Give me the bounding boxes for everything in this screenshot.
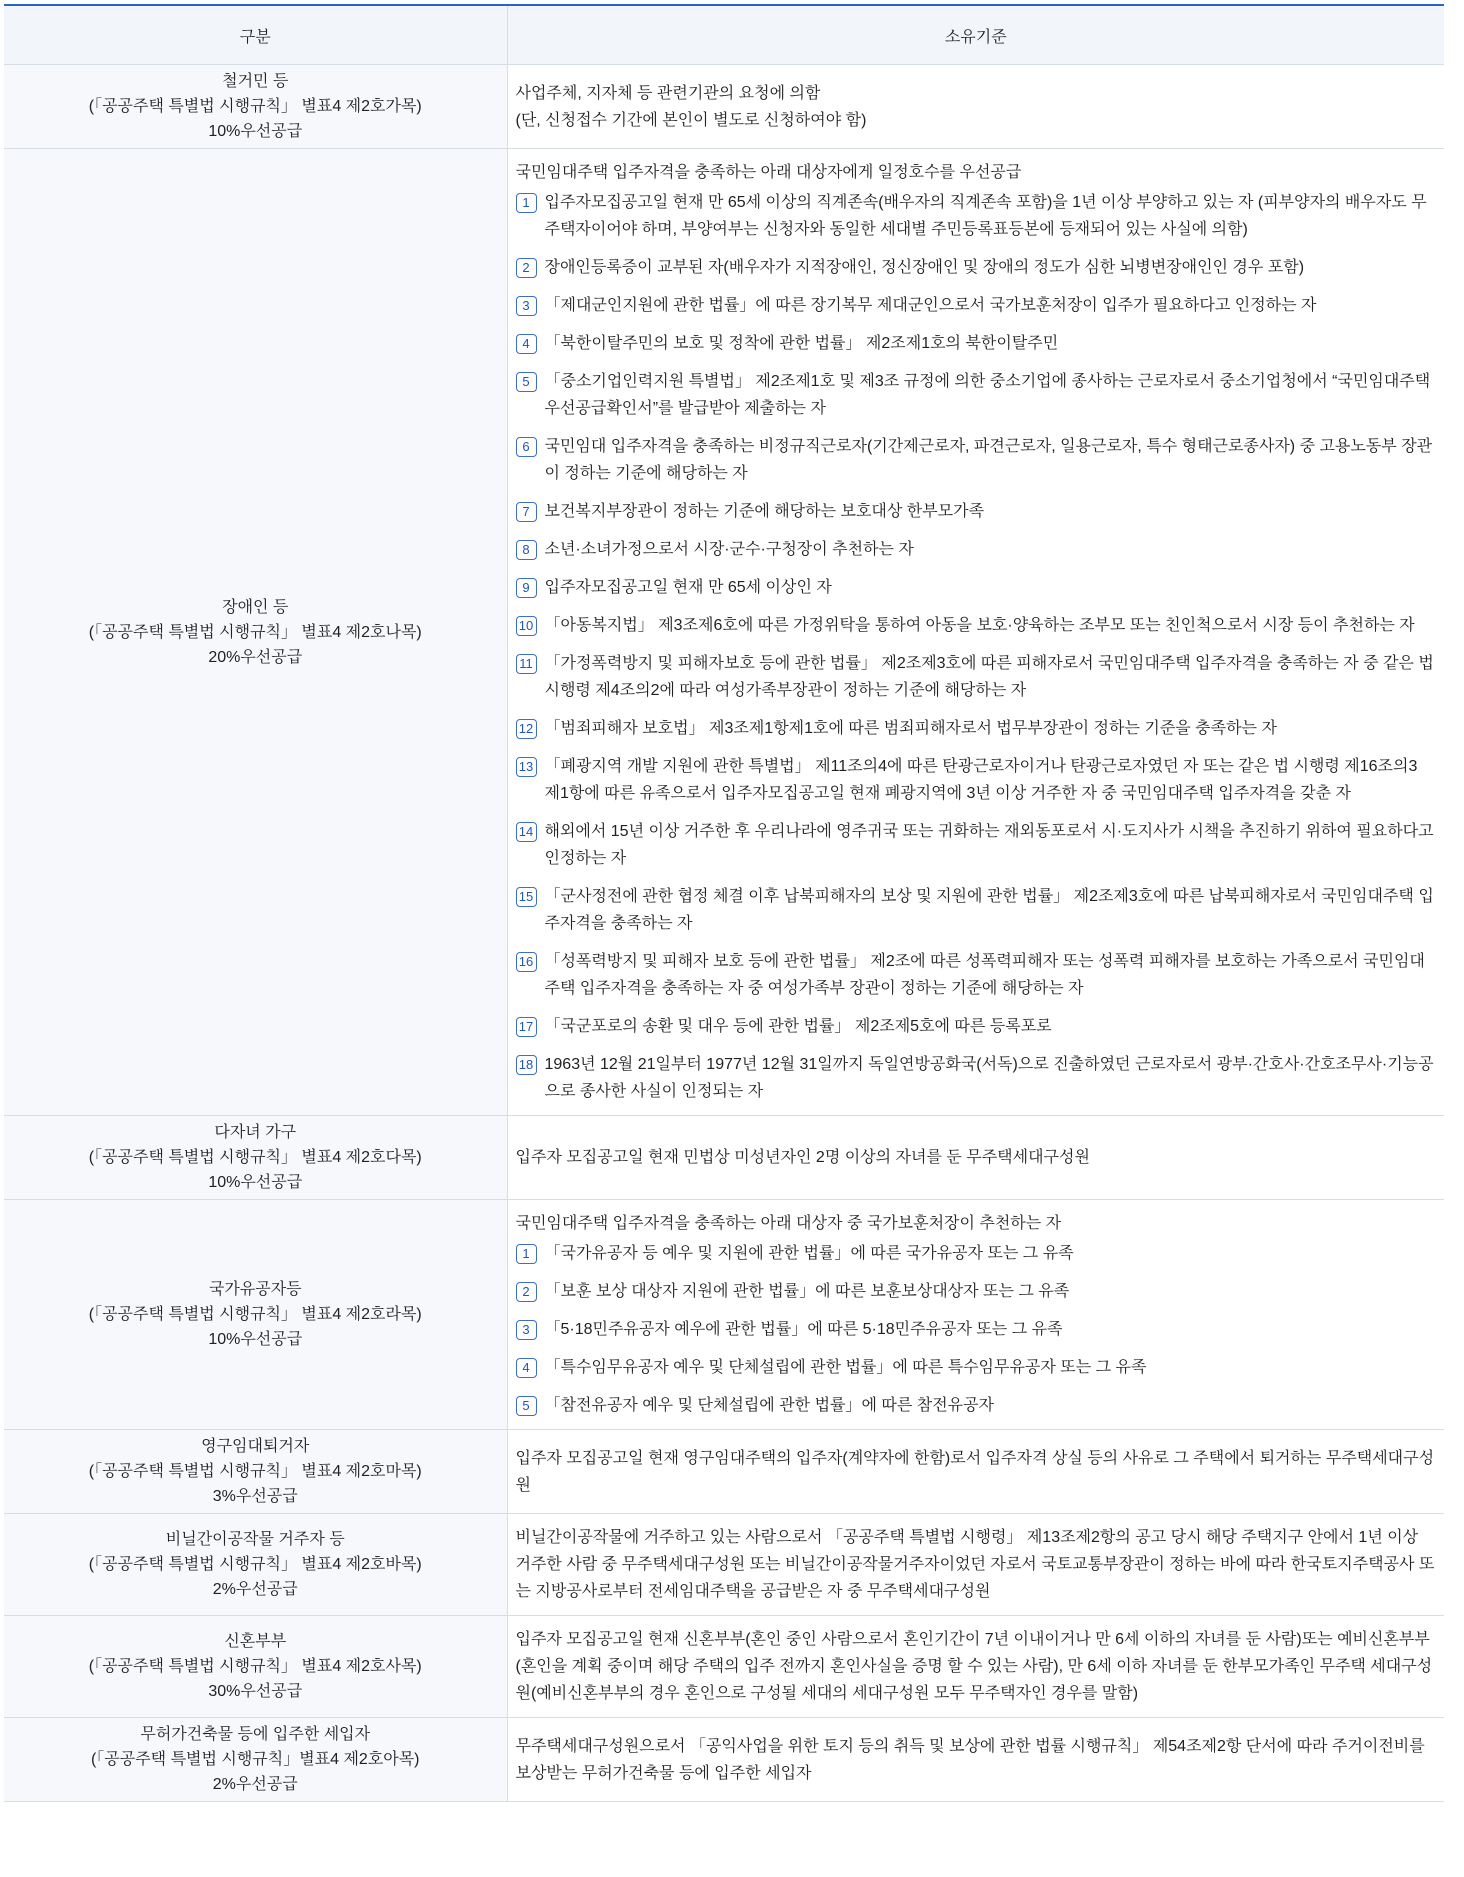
list-item <box>516 1316 1437 1343</box>
category-cell <box>4 1616 507 1718</box>
list-item <box>516 574 1437 601</box>
category-legal-basis: (「공공주택 특별법 시행규칙」별표4 제2호아목) <box>90 1751 420 1768</box>
category-supply-ratio: 10%우선공급 <box>208 1331 303 1348</box>
item-text: 1963년 12월 21일부터 1977년 12월 31일까지 독일연방공화국(서독)으로 진출하였던 근로자로서 광부·간호사·간호조무사·기능공으로 종사한 사실이 인정되는 자 <box>544 1056 1434 1100</box>
category-cell <box>4 1430 507 1514</box>
criteria-text: 입주자 모집공고일 현재 영구임대주택의 입주자(계약자에 한함)로서 입주자격 상실 등의 사유로 그 주택에서 퇴거하는 무주택세대구성원 <box>515 1449 1435 1494</box>
item-number-badge: 5 <box>516 372 537 392</box>
item-text: 「국가유공자 등 예우 및 지원에 관한 법률」에 따른 국가유공자 또는 그 유족 <box>544 1245 1074 1262</box>
item-number-badge: 12 <box>516 719 537 739</box>
item-text: 「참전유공자 예우 및 단체설립에 관한 법률」에 따른 참전유공자 <box>544 1397 995 1414</box>
table-row <box>4 1200 1444 1430</box>
category-title: 국가유공자등 <box>208 1281 302 1298</box>
criteria-cell <box>507 1514 1444 1616</box>
category-cell <box>4 1718 507 1802</box>
item-number-badge: 13 <box>516 757 537 777</box>
item-number-badge: 16 <box>516 952 537 972</box>
category-title: 신혼부부 <box>224 1633 287 1650</box>
item-number-badge: 1 <box>516 193 537 213</box>
table-row <box>4 65 1444 149</box>
item-text: 「성폭력방지 및 피해자 보호 등에 관한 법률」 제2조에 따른 성폭력피해자 또는 성폭력 피해자를 보호하는 가족으로서 국민임대주택 입주자격을 충족하는 자 중 여성가족부 장관이 정하는 기준에 해당하는 자 <box>544 953 1425 997</box>
header-category: 구분 <box>4 5 507 65</box>
item-number-badge: 4 <box>516 1358 537 1378</box>
list-item <box>516 368 1437 422</box>
list-item <box>516 292 1437 319</box>
item-number-badge: 3 <box>516 1320 537 1340</box>
criteria-text: 입주자 모집공고일 현재 신혼부부(혼인 중인 사람으로서 혼인기간이 7년 이내이거나 만 6세 이하의 자녀를 둔 사람)또는 예비신혼부부(혼인을 계획 중이며 해당 주택의 입주 전까지 혼인사실을 증명 할 수 있는 사람), 만 6세 이하 자녀를 둔 한부모가족인 무주택 세대구성원(예비신혼부부의 경우 혼인으로 구성될 세대의 세대구성원 모두 무주택자인 경우를 말함) <box>515 1631 1433 1702</box>
criteria-text: 입주자 모집공고일 현재 민법상 미성년자인 2명 이상의 자녀를 둔 무주택세대구성원 <box>515 1149 1090 1166</box>
list-item <box>516 254 1437 281</box>
item-number-badge: 5 <box>516 1396 537 1416</box>
category-supply-ratio: 30%우선공급 <box>208 1683 303 1700</box>
category-cell <box>4 1200 507 1430</box>
criteria-text: 국민임대주택 입주자격을 충족하는 아래 대상자에게 일정호수를 우선공급 <box>515 164 1022 181</box>
header-criteria: 소유기준 <box>507 5 1444 65</box>
category-legal-basis: (「공공주택 특별법 시행규칙」 별표4 제2호라목) <box>88 1306 422 1323</box>
item-number-badge: 6 <box>516 437 537 457</box>
category-title: 철거민 등 <box>222 73 289 90</box>
item-text: 「폐광지역 개발 지원에 관한 특별법」 제11조의4에 따른 탄광근로자이거나 탄광근로자였던 자 또는 같은 법 시행령 제16조의3 제1항에 따른 유족으로서 입주자모집공고일 현재 폐광지역에 3년 이상 거주한 자 중 국민임대주택 입주자격을 갖춘 자 <box>544 758 1418 802</box>
list-item <box>516 1013 1437 1040</box>
item-number-badge: 17 <box>516 1017 537 1037</box>
list-item <box>516 948 1437 1002</box>
item-text: 「중소기업인력지원 특별법」 제2조제1호 및 제3조 규정에 의한 중소기업에 종사하는 근로자로서 중소기업청에서 “국민임대주택 우선공급확인서”를 발급받아 제출하는 자 <box>544 373 1431 417</box>
item-number-badge: 8 <box>516 540 537 560</box>
item-text: 「범죄피해자 보호법」 제3조제1항제1호에 따른 범죄피해자로서 법무부장관이 정하는 기준을 충족하는 자 <box>544 720 1277 737</box>
item-text: 「아동복지법」 제3조제6호에 따른 가정위탁을 통하여 아동을 보호·양육하는 조부모 또는 친인척으로서 시장 등이 추천하는 자 <box>544 617 1415 634</box>
item-text: 「특수임무유공자 예우 및 단체설립에 관한 법률」에 따른 특수임무유공자 또는 그 유족 <box>544 1359 1147 1376</box>
category-legal-basis: (「공공주택 특별법 시행규칙」 별표4 제2호가목) <box>88 98 422 115</box>
category-supply-ratio: 10%우선공급 <box>208 123 303 140</box>
category-legal-basis: (「공공주택 특별법 시행규칙」 별표4 제2호사목) <box>88 1658 422 1675</box>
item-number-badge: 9 <box>516 578 537 598</box>
list-item <box>516 1240 1437 1267</box>
category-legal-basis: (「공공주택 특별법 시행규칙」 별표4 제2호나목) <box>88 623 422 641</box>
list-item <box>516 536 1437 563</box>
table-row <box>4 1430 1444 1514</box>
item-text: 입주자모집공고일 현재 만 65세 이상의 직계존속(배우자의 직계존속 포함)을 1년 이상 부양하고 있는 자 (피부양자의 배우자도 무주택자이어야 하며, 부양여부는 신청자와 동일한 세대별 주민등록표등본에 등재되어 있는 사실에 의함) <box>544 194 1427 238</box>
category-cell <box>4 65 507 149</box>
item-text: 입주자모집공고일 현재 만 65세 이상인 자 <box>544 579 832 596</box>
category-legal-basis: (「공공주택 특별법 시행규칙」 별표4 제2호다목) <box>88 1149 422 1166</box>
criteria-cell <box>507 1616 1444 1718</box>
table-row <box>4 149 1444 1116</box>
table-body <box>4 65 1444 1802</box>
criteria-cell <box>507 1200 1444 1430</box>
item-number-badge: 18 <box>516 1055 537 1075</box>
list-item <box>516 1392 1437 1419</box>
priority-supply-table-container <box>4 4 1444 1802</box>
item-text: 해외에서 15년 이상 거주한 후 우리나라에 영주귀국 또는 귀화하는 재외동포로서 시·도지사가 시책을 추진하기 위하여 필요하다고 인정하는 자 <box>544 823 1434 867</box>
list-item <box>516 330 1437 357</box>
item-text: 국민임대 입주자격을 충족하는 비정규직근로자(기간제근로자, 파견근로자, 일용근로자, 특수 형태근로종사자) 중 고용노동부 장관이 정하는 기준에 해당하는 자 <box>544 438 1433 482</box>
list-item <box>516 612 1437 639</box>
priority-supply-table <box>4 4 1444 1802</box>
criteria-cell <box>507 1116 1444 1200</box>
criteria-text: 무주택세대구성원으로서 「공익사업을 위한 토지 등의 취득 및 보상에 관한 법률 시행규칙」 제54조제2항 단서에 따라 주거이전비를 보상받는 무허가건축물 등에 입주한 세입자 <box>515 1737 1425 1782</box>
category-supply-ratio: 2%우선공급 <box>212 1776 298 1793</box>
category-title: 비닐간이공작물 거주자 등 <box>165 1531 345 1548</box>
table-header-row <box>4 5 1444 65</box>
table-row <box>4 1718 1444 1802</box>
category-cell <box>4 1116 507 1200</box>
list-item <box>516 189 1437 243</box>
table-row <box>4 1616 1444 1718</box>
item-number-badge: 15 <box>516 887 537 907</box>
table-row <box>4 1116 1444 1200</box>
criteria-text: 사업주체, 지자체 등 관련기관의 요청에 의함 <box>515 84 821 102</box>
item-number-badge: 4 <box>516 334 537 354</box>
item-text: 「군사정전에 관한 협정 체결 이후 납북피해자의 보상 및 지원에 관한 법률」 제2조제3호에 따른 납북피해자로서 국민임대주택 입주자격을 충족하는 자 <box>544 888 1434 932</box>
item-text: 「제대군인지원에 관한 법률」에 따른 장기복무 제대군인으로서 국가보훈처장이 입주가 필요하다고 인정하는 자 <box>544 297 1317 314</box>
category-title: 무허가건축물 등에 입주한 세입자 <box>140 1726 371 1743</box>
item-text: 「국군포로의 송환 및 대우 등에 관한 법률」 제2조제5호에 따른 등록포로 <box>544 1018 1052 1035</box>
list-item <box>516 650 1437 704</box>
item-number-badge: 14 <box>516 822 537 842</box>
item-text: 보건복지부장관이 정하는 기준에 해당하는 보호대상 한부모가족 <box>544 503 985 520</box>
item-number-badge: 10 <box>516 616 537 636</box>
item-number-badge: 2 <box>516 258 537 278</box>
criteria-cell <box>507 149 1444 1116</box>
list-item <box>516 1051 1437 1105</box>
item-text: 「북한이탈주민의 보호 및 정착에 관한 법률」 제2조제1호의 북한이탈주민 <box>544 335 1059 352</box>
category-legal-basis: (「공공주택 특별법 시행규칙」 별표4 제2호바목) <box>88 1556 422 1573</box>
criteria-cell <box>507 1430 1444 1514</box>
item-number-badge: 1 <box>516 1244 537 1264</box>
criteria-text: 국민임대주택 입주자격을 충족하는 아래 대상자 중 국가보훈처장이 추천하는 자 <box>515 1215 1062 1232</box>
list-item <box>516 715 1437 742</box>
criteria-text: (단, 신청접수 기간에 본인이 별도로 신청하여야 함) <box>515 111 867 129</box>
list-item <box>516 1354 1437 1381</box>
list-item <box>516 818 1437 872</box>
list-item <box>516 883 1437 937</box>
criteria-cell <box>507 65 1444 149</box>
item-text: 장애인등록증이 교부된 자(배우자가 지적장애인, 정신장애인 및 장애의 정도가 심한 뇌병변장애인인 경우 포함) <box>544 259 1305 276</box>
category-cell <box>4 149 507 1116</box>
item-text: 「5·18민주유공자 예우에 관한 법률」에 따른 5·18민주유공자 또는 그 유족 <box>544 1321 1063 1338</box>
criteria-cell <box>507 1718 1444 1802</box>
category-title: 영구임대퇴거자 <box>201 1438 310 1455</box>
item-number-badge: 7 <box>516 502 537 522</box>
list-item <box>516 753 1437 807</box>
table-row <box>4 1514 1444 1616</box>
category-legal-basis: (「공공주택 특별법 시행규칙」 별표4 제2호마목) <box>88 1463 422 1480</box>
list-item <box>516 498 1437 525</box>
category-title: 장애인 등 <box>222 598 289 616</box>
list-item <box>516 1278 1437 1305</box>
criteria-text: 비닐간이공작물에 거주하고 있는 사람으로서 「공공주택 특별법 시행령」 제13조제2항의 공고 당시 해당 주택지구 안에서 1년 이상 거주한 사람 중 무주택세대구성원 또는 비닐간이공작물거주자이었던 자로서 국토교통부장관이 정하는 바에 따라 한국토지주택공사 또는 지방공사로부터 전세임대주택을 공급받은 자 중 무주택세대구성원 <box>515 1529 1435 1600</box>
category-cell <box>4 1514 507 1616</box>
item-number-badge: 11 <box>516 654 537 674</box>
item-text: 「보훈 보상 대상자 지원에 관한 법률」에 따른 보훈보상대상자 또는 그 유족 <box>544 1283 1070 1300</box>
category-title: 다자녀 가구 <box>214 1124 297 1141</box>
item-text: 「가정폭력방지 및 피해자보호 등에 관한 법률」 제2조제3호에 따른 피해자로서 국민임대주택 입주자격을 충족하는 자 중 같은 법 시행령 제4조의2에 따라 여성가족부장관이 정하는 기준에 해당하는 자 <box>544 655 1434 699</box>
category-supply-ratio: 3%우선공급 <box>212 1488 298 1505</box>
item-text: 소년·소녀가정으로서 시장·군수·구청장이 추천하는 자 <box>544 541 914 558</box>
item-number-badge: 2 <box>516 1282 537 1302</box>
category-supply-ratio: 20%우선공급 <box>208 648 303 666</box>
category-supply-ratio: 10%우선공급 <box>208 1174 303 1191</box>
item-number-badge: 3 <box>516 296 537 316</box>
list-item <box>516 433 1437 487</box>
category-supply-ratio: 2%우선공급 <box>212 1581 298 1598</box>
